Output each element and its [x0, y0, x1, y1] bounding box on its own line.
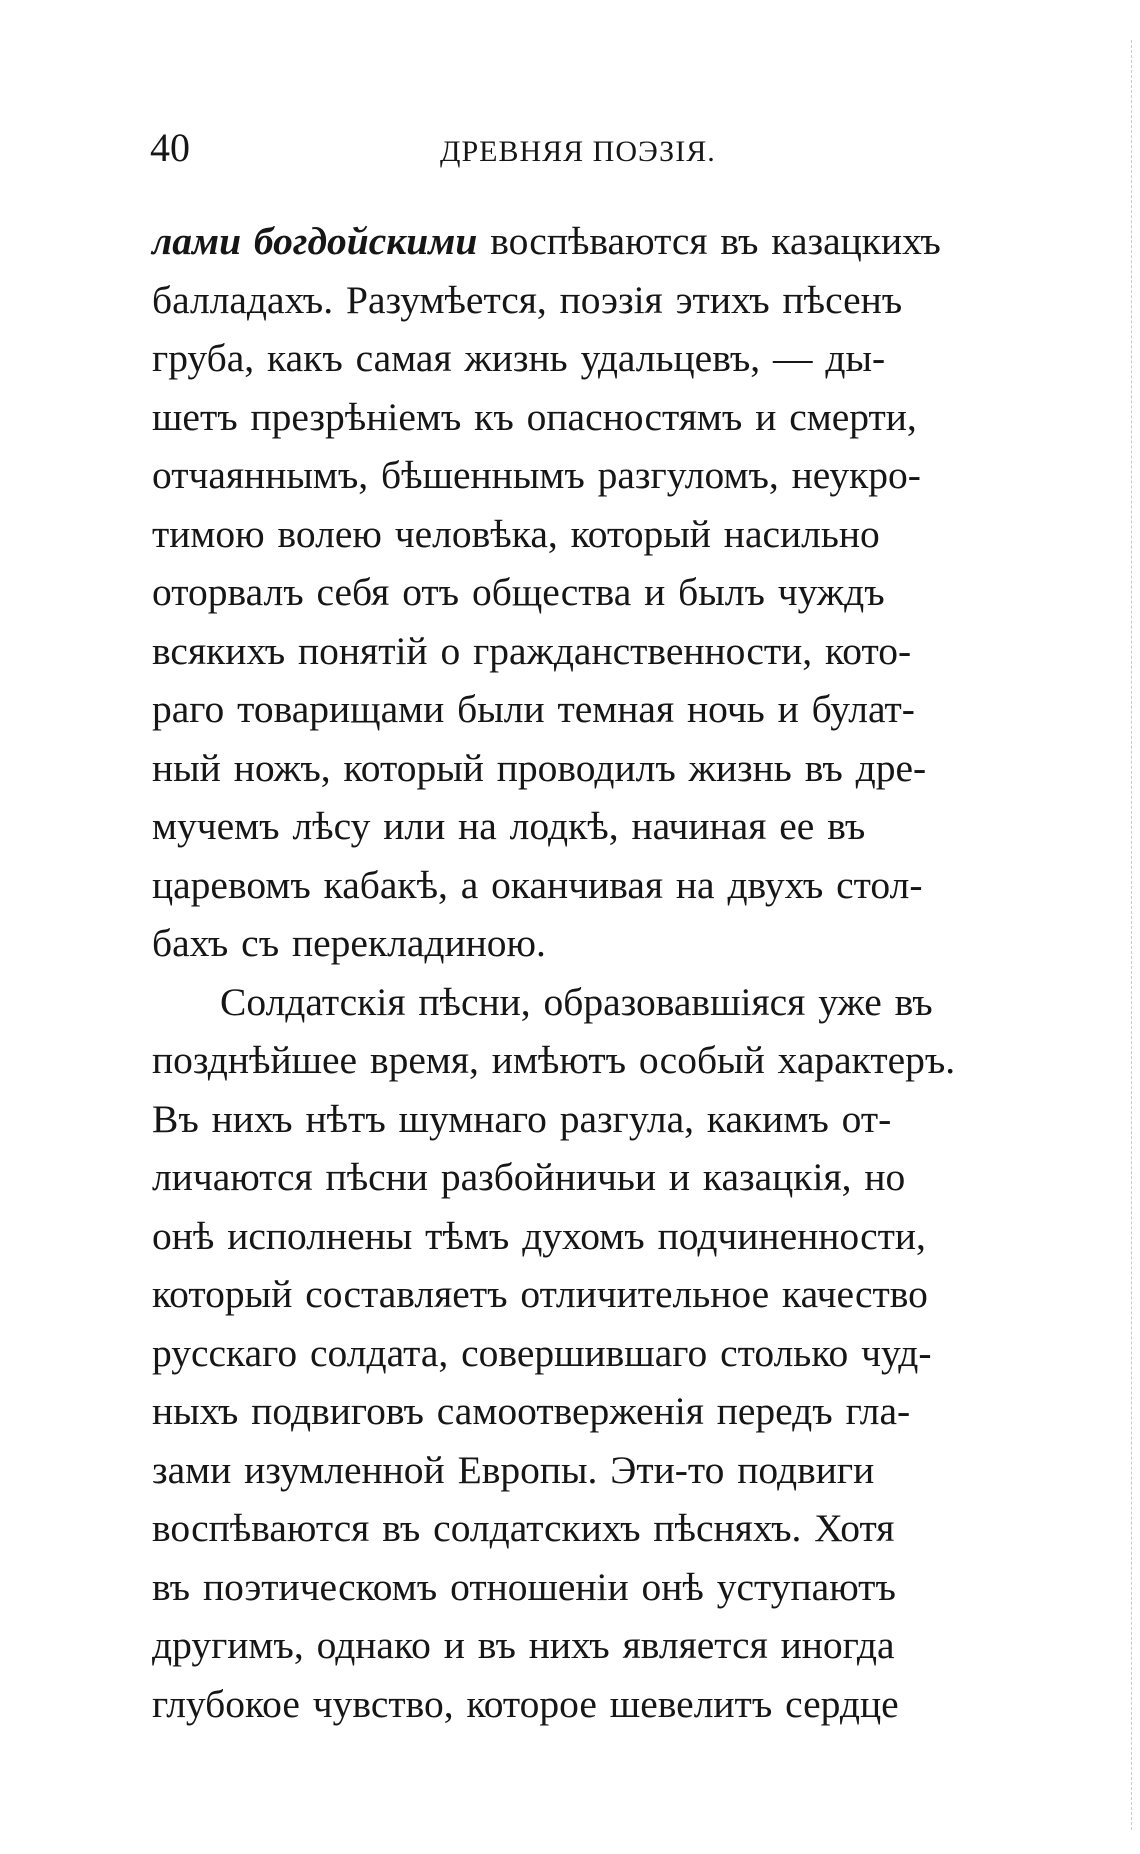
italic-phrase: лами богдойскими — [152, 219, 478, 263]
text-line: балладахъ. Разумѣется, поэзія этихъ пѣсенъ — [152, 277, 903, 322]
text-line: мучемъ лѣсу или на лодкѣ, начиная ее въ — [152, 804, 866, 848]
text-line: онѣ исполнены тѣмъ духомъ подчиненности, — [152, 1213, 926, 1258]
paragraph-first-line: Солдатскія пѣсни, образовавшіяся уже въ — [220, 979, 933, 1024]
text-line: Въ нихъ нѣтъ шумнаго разгула, какимъ от- — [152, 1096, 892, 1141]
text-line: отчаяннымъ, бѣшеннымъ разгуломъ, неукро- — [152, 453, 921, 497]
text-line: позднѣйшее время, имѣютъ особый характеръ. — [152, 1038, 956, 1082]
text-line: лами богдойскими воспѣваются въ казацкихъ — [152, 219, 941, 263]
text-line: личаются пѣсни разбойничьи и казацкія, но — [152, 1155, 906, 1199]
text-line: царевомъ кабакѣ, а оканчивая на двухъ стол- — [152, 862, 923, 907]
text-line: ныхъ подвиговъ самоотверженія передъ гла- — [152, 1389, 911, 1433]
text-line: русскаго солдата, совершившаго столько чуд- — [152, 1330, 932, 1375]
text-line: раго товарищами были темная ночь и булат- — [152, 687, 915, 731]
text-line: шетъ презрѣніемъ къ опасностямъ и смерти, — [152, 394, 917, 439]
page-header — [150, 118, 910, 178]
text-line: тимою волею человѣка, который насильно — [152, 511, 880, 556]
text-line: зами изумленной Европы. Эти-то подвиги — [152, 1447, 875, 1492]
page-edge-divider — [1131, 40, 1132, 1830]
text-line: оторвалъ себя отъ общества и былъ чуждъ — [152, 570, 885, 614]
running-title: ДРЕВНЯЯ ПОЭЗІЯ. — [440, 135, 716, 168]
page-number: 40 — [150, 125, 190, 170]
text-line: который составляетъ отличительное качество — [152, 1272, 928, 1316]
text-line: всякихъ понятій о гражданственности, кото- — [152, 628, 912, 673]
text-line: воспѣваются въ солдатскихъ пѣсняхъ. Хотя — [152, 1506, 895, 1550]
text-line: груба, какъ самая жизнь удальцевъ, — ды- — [152, 336, 886, 380]
text-line: бахъ съ перекладиною. — [152, 921, 546, 965]
text-line: глубокое чувство, которое шевелитъ сердце — [152, 1681, 899, 1726]
text-line: ный ножъ, который проводилъ жизнь въ дре- — [152, 745, 927, 790]
text-line: другимъ, однако и въ нихъ является иногда — [152, 1623, 895, 1667]
body-text — [152, 212, 1052, 1733]
text-line: въ поэтическомъ отношеніи онѣ уступаютъ — [152, 1564, 896, 1609]
